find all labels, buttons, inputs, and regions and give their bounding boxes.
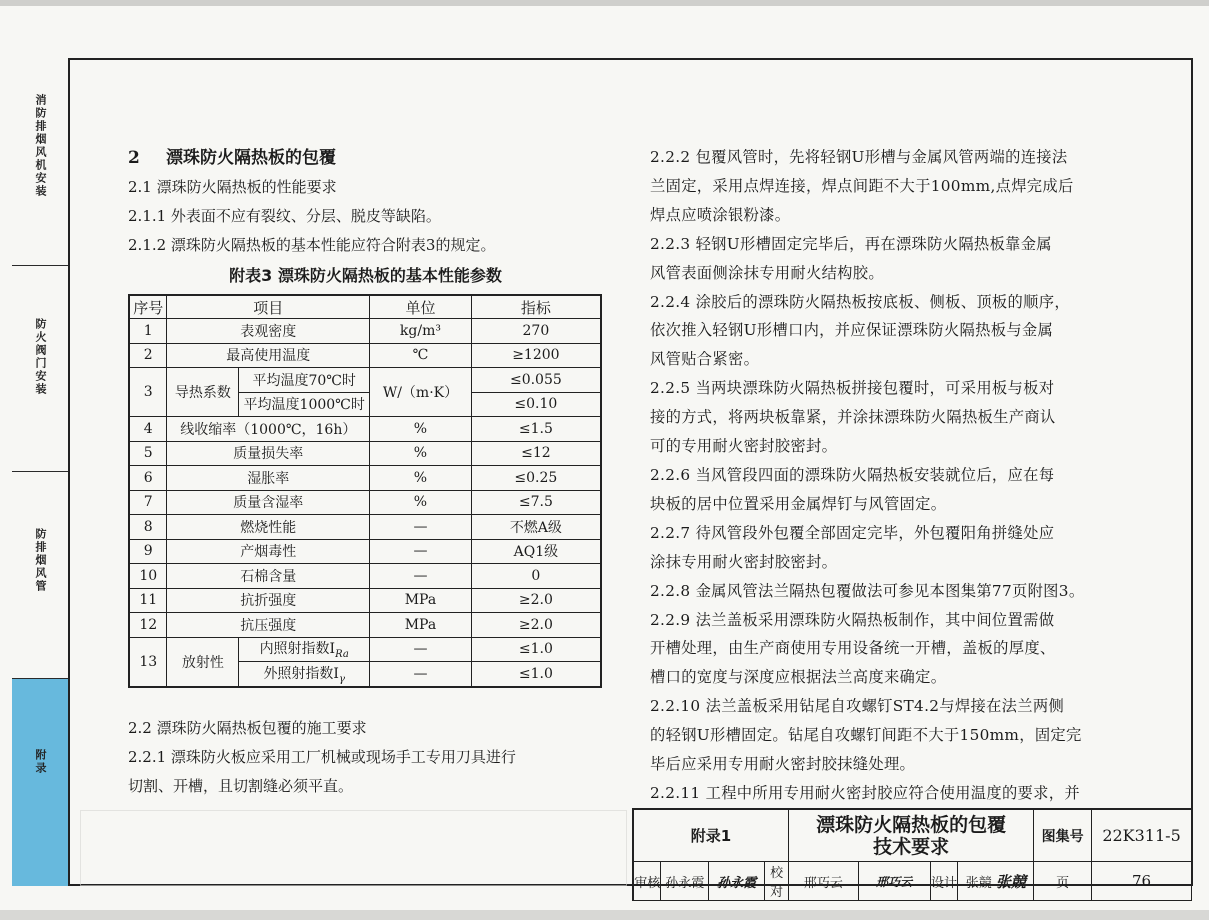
text-line: 槽口的宽度与深度应根据法兰高度来确定。 bbox=[650, 668, 947, 687]
right-column bbox=[650, 143, 1142, 808]
text-line: 2.2.7 待风管段外包覆全部固定完毕，外包覆阳角拼缝处应 bbox=[650, 523, 1055, 542]
drawing-title-line2: 技术要求 bbox=[873, 835, 950, 858]
cell-subitem bbox=[239, 637, 370, 662]
sidebar-label: 防排烟风管 bbox=[34, 528, 47, 593]
sidebar-label: 防火阀门安装 bbox=[34, 318, 47, 396]
text-line: 风管表面侧涂抹专用耐火结构胶。 bbox=[650, 263, 884, 282]
cell-item: 产烟毒性 bbox=[167, 539, 370, 564]
cell-value: ≤1.5 bbox=[471, 417, 601, 442]
cell-no: 5 bbox=[129, 441, 167, 466]
reviewer-name: 孙永霞 bbox=[661, 862, 709, 901]
atlas-number: 22K311-5 bbox=[1092, 809, 1192, 862]
table-row bbox=[129, 319, 601, 344]
designer-name: 张競 bbox=[965, 875, 992, 891]
cell-unit: % bbox=[370, 441, 472, 466]
table-row bbox=[129, 441, 601, 466]
table-row bbox=[129, 515, 601, 540]
title-block-main-row bbox=[633, 809, 1192, 862]
text-line: 依次推入轻钢U形槽口内，并应保证漂珠防火隔热板与金属 bbox=[650, 321, 1054, 340]
header-item: 项目 bbox=[167, 295, 370, 319]
subitem-text: 外照射指数I bbox=[263, 665, 339, 682]
page-number: 76 bbox=[1092, 862, 1192, 901]
cell-value: ≥2.0 bbox=[471, 588, 601, 613]
text-line: 2.2.10 法兰盖板采用钻尾自攻螺钉ST4.2与焊接在法兰两侧 bbox=[650, 697, 1065, 716]
review-label: 审核 bbox=[633, 862, 661, 901]
sidebar-section-duct[interactable] bbox=[12, 471, 68, 676]
cell-unit: % bbox=[370, 466, 472, 491]
text-line: 接的方式，将两块板靠紧，并涂抹漂珠防火隔热板生产商认 bbox=[650, 408, 1056, 427]
text-line: 焊点应喷涂银粉漆。 bbox=[650, 205, 791, 224]
section-heading bbox=[128, 143, 603, 173]
cell-unit: % bbox=[370, 417, 472, 442]
text-line: 毕后应采用专用耐火密封胶抹缝处理。 bbox=[650, 755, 916, 774]
text-line: 兰固定，采用点焊连接，焊点间距不大于100mm,点焊完成后 bbox=[650, 176, 1074, 195]
table-row bbox=[129, 539, 601, 564]
table-row bbox=[129, 637, 601, 662]
text-line: 2.1.2 漂珠防火隔热板的基本性能应符合附表3的规定。 bbox=[128, 236, 496, 254]
heading-number: 2 bbox=[128, 148, 140, 168]
text-line: 2.2.3 轻钢U形槽固定完毕后，再在漂珠防火隔热板靠金属 bbox=[650, 234, 1052, 253]
cell-no: 1 bbox=[129, 319, 167, 344]
cell-value: ≤1.0 bbox=[471, 662, 601, 687]
cell-no: 2 bbox=[129, 343, 167, 368]
atlas-label: 图集号 bbox=[1034, 809, 1092, 862]
header-no: 序号 bbox=[129, 295, 167, 319]
section-label: 附录1 bbox=[633, 809, 789, 862]
cell-no: 7 bbox=[129, 490, 167, 515]
page-label: 页 bbox=[1034, 862, 1092, 901]
cell-no: 9 bbox=[129, 539, 167, 564]
cell-unit: kg/m³ bbox=[370, 319, 472, 344]
text-line: 2.1.1 外表面不应有裂纹、分层、脱皮等缺陷。 bbox=[128, 207, 441, 225]
cell-item: 抗压强度 bbox=[167, 613, 370, 638]
table-row bbox=[129, 343, 601, 368]
cell-group: 放射性 bbox=[167, 637, 239, 687]
cell-value: AQ1级 bbox=[471, 539, 601, 564]
cell-value: ≤12 bbox=[471, 441, 601, 466]
table-row bbox=[129, 466, 601, 491]
cell-unit: — bbox=[370, 564, 472, 589]
cell-no: 13 bbox=[129, 637, 167, 687]
cell-no: 3 bbox=[129, 368, 167, 417]
text-line: 涂抹专用耐火密封胶密封。 bbox=[650, 552, 838, 571]
text-line: 块板的居中位置采用金属焊钉与风管固定。 bbox=[650, 494, 947, 513]
sidebar-label: 消防排烟风机安装 bbox=[34, 94, 47, 198]
cell-subitem: 平均温度1000℃时 bbox=[239, 392, 370, 417]
drawing-title bbox=[789, 809, 1034, 862]
designer-cell bbox=[958, 862, 1034, 901]
cell-unit: — bbox=[370, 539, 472, 564]
cell-value: 0 bbox=[471, 564, 601, 589]
checker-name: 邢巧云 bbox=[789, 862, 859, 901]
cell-unit: ℃ bbox=[370, 343, 472, 368]
text-line: 2.2.9 法兰盖板采用漂珠防火隔热板制作，其中间位置需做 bbox=[650, 610, 1055, 629]
bleed-through-shadow bbox=[80, 810, 627, 886]
text-line: 2.2.6 当风管段四面的漂珠防火隔热板安装就位后，应在每 bbox=[650, 465, 1055, 484]
cell-item: 燃烧性能 bbox=[167, 515, 370, 540]
cell-value: ≤0.10 bbox=[471, 392, 601, 417]
header-unit: 单位 bbox=[370, 295, 472, 319]
sidebar-section-appendix-active[interactable] bbox=[12, 678, 68, 886]
cell-item: 湿胀率 bbox=[167, 466, 370, 491]
subitem-text: 内照射指数I bbox=[259, 641, 336, 658]
cell-unit: % bbox=[370, 490, 472, 515]
cell-no: 6 bbox=[129, 466, 167, 491]
cell-value: ≤7.5 bbox=[471, 490, 601, 515]
cell-no: 4 bbox=[129, 417, 167, 442]
table-title: 附表3 漂珠防火隔热板的基本性能参数 bbox=[229, 266, 502, 285]
sidebar-label: 附录 bbox=[34, 749, 47, 775]
subitem-subscript: Ra bbox=[335, 649, 349, 661]
cell-item: 质量损失率 bbox=[167, 441, 370, 466]
cell-value: ≤0.055 bbox=[471, 368, 601, 393]
cell-value: ≤1.0 bbox=[471, 637, 601, 662]
designer-signature: 张競 bbox=[995, 872, 1026, 891]
cell-value: ≤0.25 bbox=[471, 466, 601, 491]
performance-table bbox=[128, 294, 602, 688]
text-line: 切割、开槽，且切割缝必须平直。 bbox=[128, 777, 354, 795]
text-line: 2.2.2 包覆风管时，先将轻钢U形槽与金属风管两端的连接法 bbox=[650, 148, 1068, 166]
cell-no: 8 bbox=[129, 515, 167, 540]
cell-item: 表观密度 bbox=[167, 319, 370, 344]
cell-no: 12 bbox=[129, 613, 167, 638]
title-block-sign-row bbox=[633, 862, 1192, 901]
check-label: 校对 bbox=[765, 862, 789, 901]
text-line: 2.2.4 涂胶后的漂珠防火隔热板按底板、侧板、顶板的顺序， bbox=[650, 292, 1070, 311]
design-label: 设计 bbox=[930, 862, 958, 901]
left-column-lower bbox=[128, 714, 603, 801]
heading-text: 漂珠防火隔热板的包覆 bbox=[166, 148, 336, 168]
cell-item: 石棉含量 bbox=[167, 564, 370, 589]
checker-signature: 邢巧云 bbox=[858, 862, 930, 901]
text-line: 开槽处理，由生产商使用专用设备统一开槽，盖板的厚度、 bbox=[650, 639, 1056, 658]
table-header-row bbox=[129, 295, 601, 319]
text-line: 2.2.5 当两块漂珠防火隔热板拼接包覆时，可采用板与板对 bbox=[650, 379, 1055, 398]
drawing-title-block bbox=[632, 808, 1192, 901]
left-column bbox=[128, 143, 603, 260]
scan-bottom-edge bbox=[0, 910, 1209, 920]
table-row bbox=[129, 564, 601, 589]
text-line: 风管贴合紧密。 bbox=[650, 350, 760, 369]
text-line: 2.2.8 金属风管法兰隔热包覆做法可参见本图集第77页附图3。 bbox=[650, 581, 1085, 600]
cell-value: 不燃A级 bbox=[471, 515, 601, 540]
header-value: 指标 bbox=[471, 295, 601, 319]
cell-item: 线收缩率（1000℃，16h） bbox=[167, 417, 370, 442]
cell-item: 质量含湿率 bbox=[167, 490, 370, 515]
text-line: 可的专用耐火密封胶密封。 bbox=[650, 437, 838, 456]
text-line: 的轻钢U形槽固定。钻尾自攻螺钉间距不大于150mm，固定完 bbox=[650, 726, 1082, 745]
cell-unit: W/（m·K） bbox=[370, 368, 472, 417]
sidebar-section-fan-install[interactable] bbox=[12, 58, 68, 264]
cell-subitem bbox=[239, 662, 370, 687]
scan-top-edge bbox=[0, 0, 1209, 6]
text-line: 2.2.1 漂珠防火板应采用工厂机械或现场手工专用刀具进行 bbox=[128, 748, 516, 766]
cell-no: 11 bbox=[129, 588, 167, 613]
table-row bbox=[129, 613, 601, 638]
table-row bbox=[129, 490, 601, 515]
cell-value: 270 bbox=[471, 319, 601, 344]
cell-item: 最高使用温度 bbox=[167, 343, 370, 368]
cell-no: 10 bbox=[129, 564, 167, 589]
cell-unit: — bbox=[370, 637, 472, 662]
cell-unit: — bbox=[370, 662, 472, 687]
cell-item: 抗折强度 bbox=[167, 588, 370, 613]
cell-group: 导热系数 bbox=[167, 368, 239, 417]
cell-unit: MPa bbox=[370, 588, 472, 613]
cell-unit: — bbox=[370, 515, 472, 540]
sidebar-section-valve-install[interactable] bbox=[12, 265, 68, 470]
table-row bbox=[129, 417, 601, 442]
table-row bbox=[129, 588, 601, 613]
drawing-title-line1: 漂珠防火隔热板的包覆 bbox=[816, 813, 1007, 836]
cell-value: ≥2.0 bbox=[471, 613, 601, 638]
table-row bbox=[129, 368, 601, 393]
text-line: 2.1 漂珠防火隔热板的性能要求 bbox=[128, 178, 337, 196]
reviewer-signature: 孙永霞 bbox=[709, 862, 765, 901]
text-line: 2.2.11 工程中所用专用耐火密封胶应符合使用温度的要求，并 bbox=[650, 783, 1080, 802]
cell-subitem: 平均温度70℃时 bbox=[239, 368, 370, 393]
cell-unit: MPa bbox=[370, 613, 472, 638]
chapter-sidebar bbox=[12, 58, 68, 886]
cell-value: ≥1200 bbox=[471, 343, 601, 368]
subitem-subscript: γ bbox=[338, 673, 345, 685]
text-line: 2.2 漂珠防火隔热板包覆的施工要求 bbox=[128, 719, 367, 737]
